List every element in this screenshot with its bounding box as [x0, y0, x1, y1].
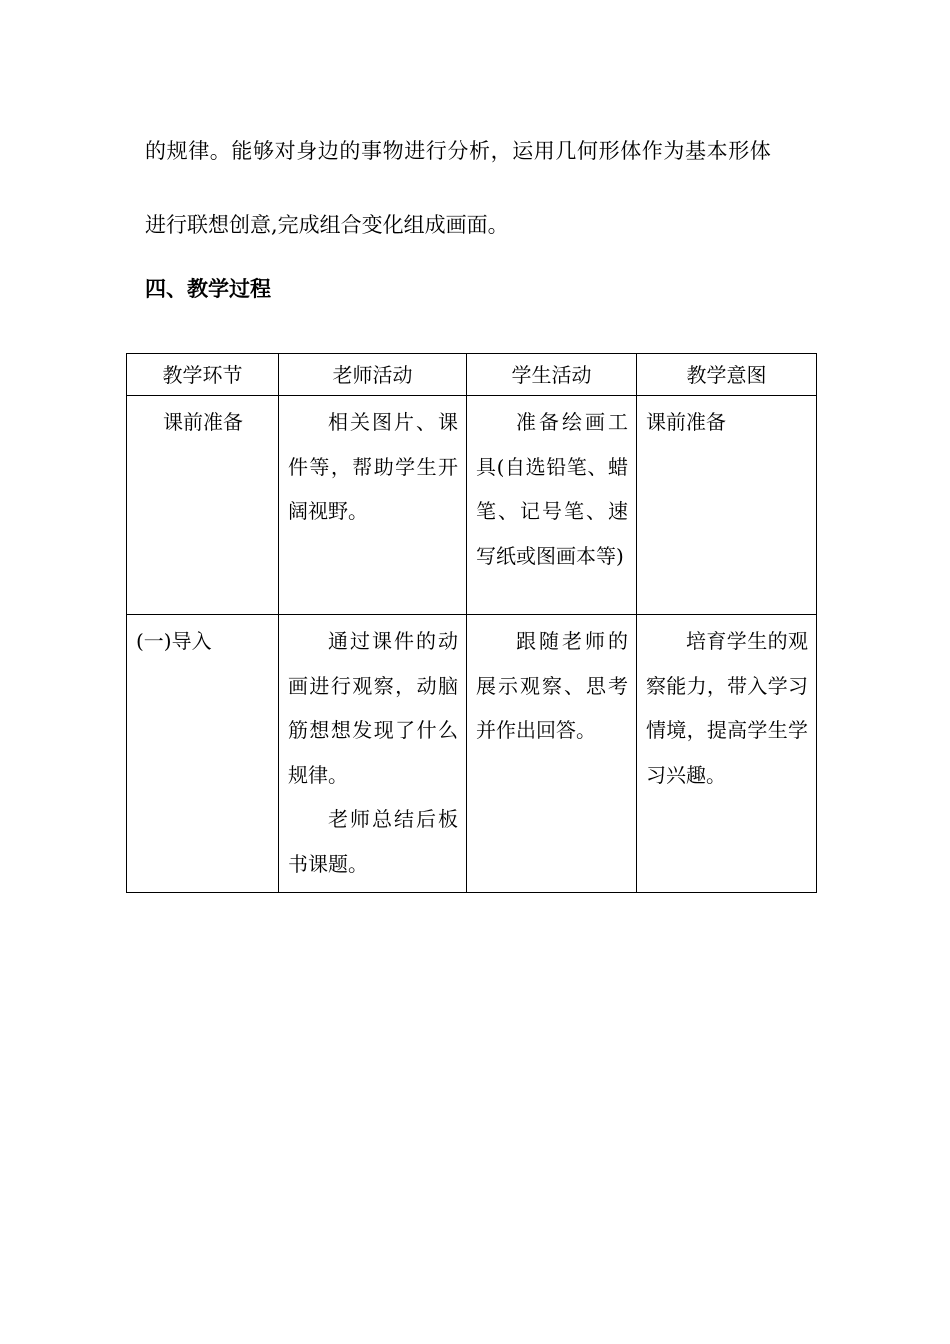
teaching-intent-cell: 课前准备 — [637, 396, 817, 615]
table-row — [127, 615, 817, 893]
table-header-row — [127, 354, 817, 396]
student-activity-cell: 跟随老师的展示观察、思考并作出回答。 — [467, 615, 637, 893]
teacher-activity-cell: 相关图片、课件等，帮助学生开阔视野。 — [279, 396, 467, 615]
header-student-activity: 学生活动 — [467, 354, 637, 396]
teacher-activity-paragraph: 老师总结后板书课题。 — [288, 807, 458, 876]
teacher-activity-cell — [279, 615, 467, 893]
section-heading: 四、教学过程 — [145, 277, 271, 301]
table-row — [127, 396, 817, 615]
student-activity-cell: 准备绘画工具(自选铅笔、蜡笔、记号笔、速写纸或图画本等) — [467, 396, 637, 615]
stage-cell: 课前准备 — [127, 396, 279, 615]
teacher-activity-paragraph: 通过课件的动画进行观察，动脑筋想想发现了什么规律。 — [288, 629, 458, 787]
stage-cell: (一)导入 — [127, 615, 279, 893]
body-paragraph-1: 的规律。能够对身边的事物进行分析，运用几何形体作为基本形体 — [145, 139, 772, 163]
teaching-process-table — [126, 353, 817, 893]
header-teacher-activity: 老师活动 — [279, 354, 467, 396]
header-stage: 教学环节 — [127, 354, 279, 396]
body-paragraph-2: 进行联想创意,完成组合变化组成画面。 — [145, 213, 509, 237]
teaching-intent-cell: 培育学生的观察能力，带入学习情境，提高学生学习兴趣。 — [637, 615, 817, 893]
header-teaching-intent: 教学意图 — [637, 354, 817, 396]
